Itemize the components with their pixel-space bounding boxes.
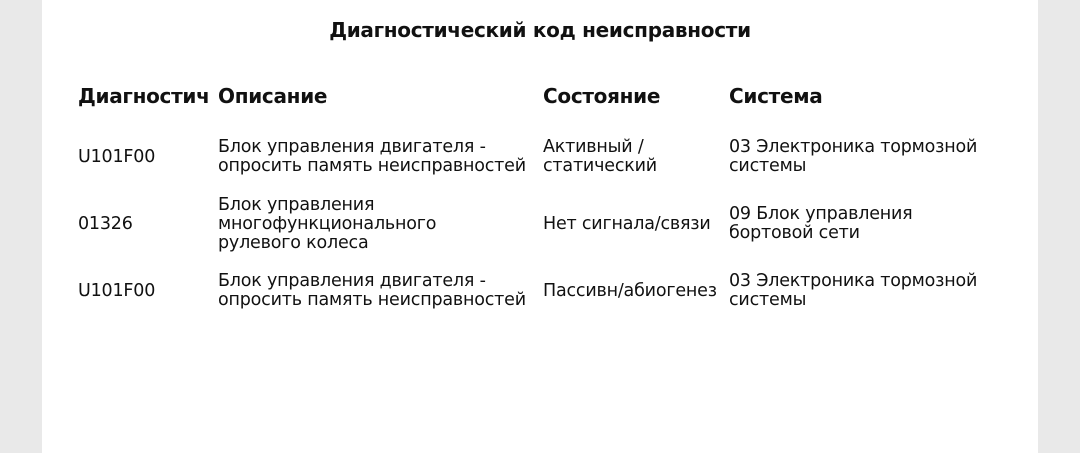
column-header-description: Описание: [218, 84, 328, 108]
fault-status: Активный /статический: [543, 137, 657, 176]
system-cell: [729, 258, 999, 324]
table-row: [42, 191, 1038, 257]
column-header-status: Состояние: [543, 84, 661, 108]
fault-status: Нет сигнала/связи: [543, 213, 711, 234]
column-header-system: Система: [729, 84, 823, 108]
status-cell: [543, 124, 703, 190]
status-cell: [543, 258, 719, 324]
fault-system: 09 Блок управления бортовой сети: [729, 204, 913, 243]
description-cell: [218, 191, 468, 257]
fault-description: Блок управления двигателя - опросить память неисправностей: [218, 137, 526, 176]
fault-code: U101F00: [78, 280, 156, 301]
system-cell: [729, 124, 999, 190]
fault-description: Блок управления многофункционального рулевого колеса: [218, 194, 437, 253]
fault-status: Пассивн/абиогенез: [543, 280, 717, 301]
fault-system: 03 Электроника тормозной системы: [729, 271, 978, 310]
fault-description: Блок управления двигателя - опросить память неисправностей: [218, 271, 526, 310]
system-cell: [729, 191, 929, 257]
column-header-code: Диагностич: [78, 84, 210, 108]
fault-code: U101F00: [78, 146, 156, 167]
status-cell: [543, 191, 723, 257]
fault-code-cell: [78, 258, 212, 324]
description-cell: [218, 258, 536, 324]
table-row: [42, 258, 1038, 324]
fault-system: 03 Электроника тормозной системы: [729, 137, 978, 176]
report-page: [42, 0, 1038, 453]
fault-code-cell: [78, 124, 212, 190]
fault-code: 01326: [78, 213, 133, 234]
description-cell: [218, 124, 536, 190]
table-row: [42, 124, 1038, 190]
page-title: Диагностический код неисправности: [329, 18, 751, 42]
fault-code-cell: [78, 191, 212, 257]
